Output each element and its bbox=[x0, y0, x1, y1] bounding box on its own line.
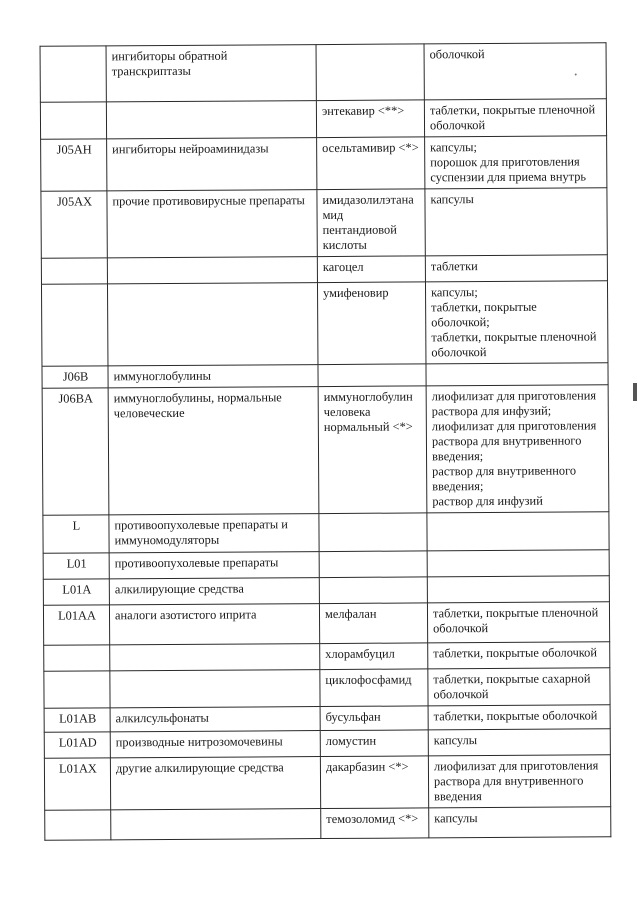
dosage-form-cell: оболочкой bbox=[424, 43, 606, 100]
drug-name-cell: осельтамивир <*> bbox=[317, 137, 425, 190]
table-row bbox=[45, 807, 611, 840]
table-row bbox=[43, 602, 609, 645]
atc-code-cell: L01AA bbox=[43, 605, 109, 645]
group-name-cell bbox=[110, 670, 320, 708]
dosage-form-cell: лиофилизат для приготовления раствора для внутривенного введения bbox=[428, 755, 610, 808]
drug-name-cell: иммуноглобулин человека нормальный <*> bbox=[318, 386, 427, 514]
atc-code-cell: J06BA bbox=[42, 388, 109, 515]
drug-name-cell bbox=[319, 513, 427, 552]
table-row bbox=[43, 512, 609, 553]
group-name-cell: другие алкилирующие средства bbox=[110, 757, 320, 810]
table-row bbox=[42, 385, 609, 515]
drug-name-cell: имидазолилэтана мид пентандиовой кислоты bbox=[317, 189, 425, 257]
dosage-form-cell bbox=[427, 512, 609, 551]
dosage-form-cell bbox=[427, 550, 609, 577]
drug-name-cell: энтекавир <**> bbox=[316, 100, 424, 138]
group-name-cell: производные нитрозомочевины bbox=[110, 731, 320, 758]
medicines-table-body bbox=[40, 43, 611, 840]
group-name-cell: алкилирующие средства bbox=[109, 578, 319, 605]
dosage-form-cell bbox=[427, 576, 609, 603]
atc-code-cell bbox=[40, 102, 106, 139]
dosage-form-cell: капсулы bbox=[428, 729, 610, 756]
dosage-form-cell bbox=[426, 363, 608, 386]
atc-code-cell bbox=[44, 671, 110, 708]
atc-code-cell: J05AX bbox=[41, 191, 107, 258]
atc-code-cell bbox=[44, 645, 110, 671]
drug-name-cell: дакарбазин <*> bbox=[320, 756, 428, 809]
group-name-cell: противоопухолевые препараты и иммуномодуляторы bbox=[109, 514, 319, 553]
atc-code-cell bbox=[41, 284, 107, 366]
drug-name-cell: ломустин bbox=[320, 730, 428, 757]
table-row bbox=[44, 729, 610, 758]
group-name-cell bbox=[106, 101, 316, 139]
dosage-form-cell: таблетки, покрытые пленочной оболочкой bbox=[427, 602, 609, 643]
drug-name-cell: мелфалан bbox=[319, 603, 427, 644]
drug-name-cell: хлорамбуцил bbox=[320, 643, 428, 670]
dosage-form-cell: таблетки, покрытые сахарной оболочкой bbox=[428, 668, 610, 706]
dosage-form-cell: таблетки bbox=[425, 255, 607, 282]
table-row bbox=[44, 755, 610, 810]
drug-name-cell: бусульфан bbox=[320, 706, 428, 731]
atc-code-cell: J05AH bbox=[41, 139, 107, 191]
atc-code-cell bbox=[41, 258, 107, 284]
drug-name-cell bbox=[316, 44, 424, 101]
atc-code-cell: L01AX bbox=[44, 758, 110, 810]
dosage-form-cell: капсулы bbox=[425, 188, 607, 256]
table-row bbox=[43, 550, 609, 579]
dosage-form-cell: таблетки, покрытые оболочкой bbox=[428, 642, 610, 669]
atc-code-cell bbox=[40, 46, 106, 102]
drug-name-cell: кагоцел bbox=[317, 256, 425, 283]
medicines-table bbox=[40, 42, 612, 840]
table-row bbox=[41, 136, 607, 191]
atc-code-cell: L bbox=[43, 515, 109, 553]
atc-code-cell: L01AD bbox=[44, 732, 110, 758]
drug-name-cell bbox=[319, 577, 427, 604]
group-name-cell: ингибиторы нейроаминидазы bbox=[107, 138, 317, 191]
dosage-form-cell: капсулы; порошок для приготовления суспензии для приема внутрь bbox=[425, 136, 607, 189]
scan-speck bbox=[575, 73, 577, 75]
table-row bbox=[40, 43, 606, 102]
dosage-form-cell: таблетки, покрытые оболочкой bbox=[428, 705, 610, 730]
group-name-cell: иммуноглобулины, нормальные человеческие bbox=[108, 387, 319, 515]
atc-code-cell bbox=[45, 810, 111, 840]
group-name-cell: противоопухолевые препараты bbox=[109, 552, 319, 579]
scan-edge-mark bbox=[633, 383, 637, 401]
table-row bbox=[41, 255, 607, 284]
table-row bbox=[43, 576, 609, 605]
table-row bbox=[44, 642, 610, 671]
table-row bbox=[44, 705, 610, 732]
group-name-cell: прочие противовирусные препараты bbox=[107, 190, 317, 258]
atc-code-cell: L01 bbox=[43, 553, 109, 579]
drug-name-cell: циклофосфамид bbox=[320, 669, 428, 707]
table-row bbox=[44, 668, 610, 708]
dosage-form-cell: капсулы; таблетки, покрытые оболочкой; таблетки, покрытые пленочной оболочкой bbox=[425, 281, 607, 364]
table-row bbox=[41, 188, 607, 258]
drug-name-cell bbox=[319, 551, 427, 578]
dosage-form-cell: таблетки, покрытые пленочной оболочкой bbox=[424, 99, 606, 137]
group-name-cell bbox=[111, 809, 321, 840]
group-name-cell: аналоги азотистого иприта bbox=[109, 604, 319, 645]
atc-code-cell: J06B bbox=[42, 366, 108, 388]
group-name-cell: иммуноглобулины bbox=[108, 365, 318, 388]
group-name-cell bbox=[107, 257, 317, 284]
group-name-cell: алкилсульфонаты bbox=[110, 707, 320, 732]
dosage-form-cell: лиофилизат для приготовления раствора для инфузий; лиофилизат для приготовления раствора для внутривенного введения; раствор для внутривенного введения; раствор для инфузий bbox=[426, 385, 609, 513]
drug-name-cell: темозоломид <*> bbox=[321, 808, 429, 839]
atc-code-cell: L01A bbox=[43, 579, 109, 605]
group-name-cell: ингибиторы обратной транскриптазы bbox=[106, 45, 316, 102]
drug-name-cell: умифеновир bbox=[317, 282, 425, 365]
dosage-form-cell: капсулы bbox=[429, 807, 611, 838]
group-name-cell bbox=[110, 644, 320, 671]
drug-name-cell bbox=[318, 364, 426, 387]
table-row bbox=[41, 281, 607, 366]
group-name-cell bbox=[107, 283, 317, 366]
atc-code-cell: L01AB bbox=[44, 708, 110, 732]
table-row bbox=[40, 99, 606, 139]
